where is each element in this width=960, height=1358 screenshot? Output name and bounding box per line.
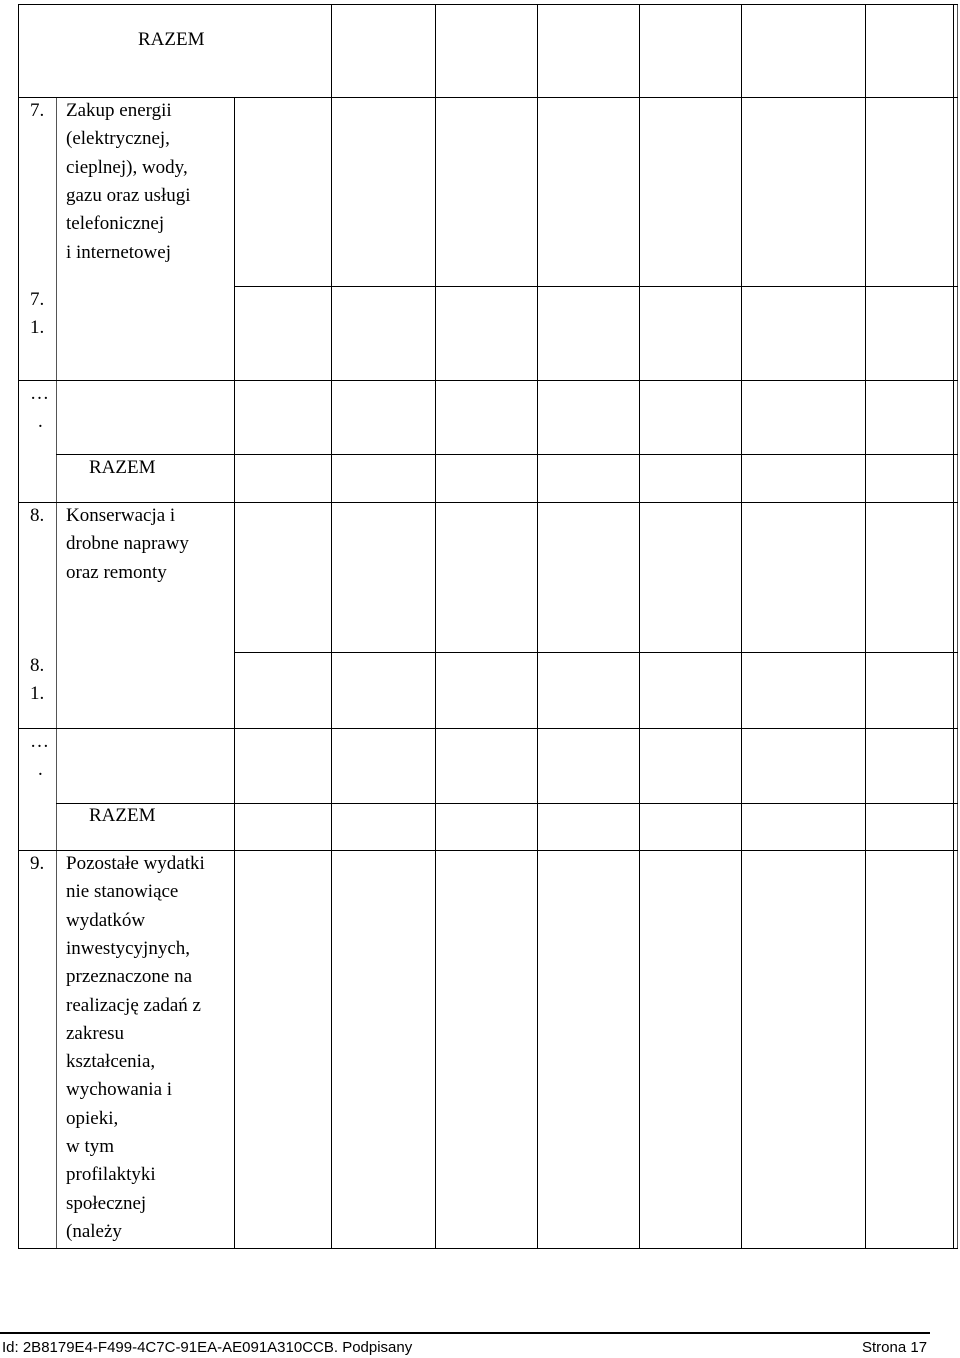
table-border-right — [953, 4, 954, 1248]
row-separator — [56, 803, 958, 804]
row-separator — [56, 454, 958, 455]
row-number: 8. — [30, 505, 45, 526]
column-separator — [331, 4, 332, 1248]
sub-row-number: 1. — [30, 683, 45, 704]
column-separator — [639, 4, 640, 1248]
row-number: 9. — [30, 853, 45, 874]
row-separator — [234, 652, 958, 653]
document-id: Id: 2B8179E4-F499-4C7C-91EA-AE091A310CCB. Podpisany — [2, 1339, 413, 1356]
sub-row-number: 7. — [30, 289, 45, 310]
row-separator — [18, 380, 958, 381]
razem-label: RAZEM — [89, 457, 156, 478]
description-column-border — [234, 97, 235, 1248]
ellipsis-marker: … — [30, 383, 49, 404]
column-separator — [865, 4, 866, 1248]
razem-label: RAZEM — [138, 29, 205, 50]
sub-row-number: 1. — [30, 317, 45, 338]
table-border-top — [18, 4, 958, 5]
column-separator — [537, 4, 538, 1248]
sub-row-number: 8. — [30, 655, 45, 676]
page-number: Strona 17 — [862, 1339, 928, 1356]
row-number: 7. — [30, 100, 45, 121]
column-separator — [435, 4, 436, 1248]
footer-rule — [0, 1332, 930, 1334]
ellipsis-marker: . — [38, 759, 43, 780]
column-separator — [741, 4, 742, 1248]
table-border-bottom — [18, 1248, 958, 1249]
row-separator — [18, 728, 958, 729]
ellipsis-marker: … — [30, 731, 49, 752]
table-border-left — [18, 4, 19, 1248]
razem-label: RAZEM — [89, 805, 156, 826]
table-border-right-double — [957, 4, 958, 1248]
number-column-border — [56, 97, 57, 1248]
ellipsis-marker: . — [38, 411, 43, 432]
row-separator — [234, 286, 958, 287]
